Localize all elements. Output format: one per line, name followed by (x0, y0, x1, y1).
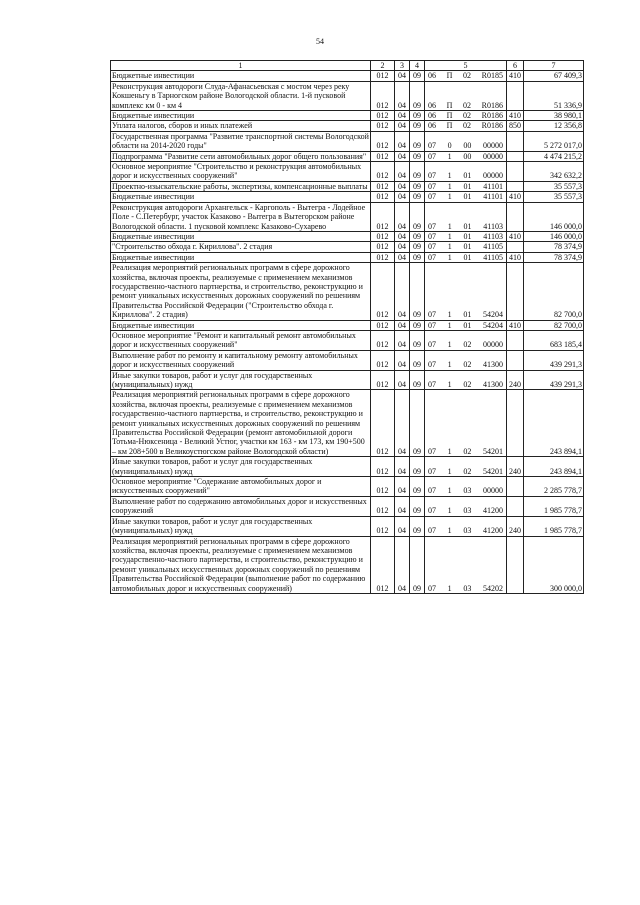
table-row (111, 477, 584, 497)
expense-type-cell: 410 (507, 320, 524, 330)
ministry-code-cell: 012 (371, 516, 395, 536)
amount-cell: 78 374,9 (524, 242, 584, 252)
program-code: 07 (428, 221, 436, 231)
amount-cell: 439 291,3 (524, 350, 584, 370)
event-code: 02 (463, 100, 472, 110)
ministry-code-cell: 012 (371, 71, 395, 81)
subsection-code-cell: 09 (410, 192, 425, 202)
target-article-cell (425, 252, 507, 262)
subsection-code-cell: 09 (410, 162, 425, 182)
expense-type-cell (507, 477, 524, 497)
description-cell: "Строительство обхода г. Кириллова". 2 стадия (111, 242, 371, 252)
description-cell: Реализация мероприятий региональных программ в сфере дорожного хозяйства, включая проекты, реализуемые с применением механизмов государственно-частного партнерства, и строительство, реконструкцию и ремонт уникальных искусственных дорожных сооружений по решениям Правительства Российской Федерации ("Строительство обхода г. Кириллова". 2 стадия) (111, 263, 371, 320)
target-article-cell (425, 496, 507, 516)
expense-type-cell (507, 202, 524, 231)
ministry-code-cell: 012 (371, 496, 395, 516)
table-row (111, 181, 584, 191)
ministry-code-cell: 012 (371, 330, 395, 350)
table-row (111, 516, 584, 536)
program-code: 07 (428, 340, 436, 350)
subsection-code-cell: 09 (410, 81, 425, 110)
subprogram-code: 1 (447, 151, 452, 161)
target-article-cell (425, 263, 507, 320)
target-article-cell (425, 71, 507, 81)
target-article-cell (425, 111, 507, 121)
amount-cell: 82 700,0 (524, 320, 584, 330)
program-code: 07 (428, 506, 436, 516)
event-code: 02 (463, 466, 472, 476)
ministry-code-cell: 012 (371, 162, 395, 182)
ministry-code-cell: 012 (371, 252, 395, 262)
subprogram-code: 0 (447, 141, 452, 151)
target-article-cell (425, 350, 507, 370)
expense-type-cell: 410 (507, 252, 524, 262)
event-code: 01 (463, 231, 472, 241)
budget-table (110, 60, 584, 594)
subprogram-code: 1 (447, 486, 452, 496)
ministry-code-cell: 012 (371, 350, 395, 370)
subprogram-code: 1 (447, 526, 452, 536)
section-code-cell: 04 (395, 162, 410, 182)
amount-cell: 51 336,9 (524, 81, 584, 110)
table-row (111, 162, 584, 182)
ministry-code-cell: 012 (371, 192, 395, 202)
subsection-code-cell: 09 (410, 131, 425, 151)
section-code-cell: 04 (395, 242, 410, 252)
expense-type-cell (507, 350, 524, 370)
table-row (111, 320, 584, 330)
section-code-cell: 04 (395, 496, 410, 516)
amount-cell: 1 985 778,7 (524, 516, 584, 536)
expense-type-cell: 240 (507, 370, 524, 390)
ministry-code-cell: 012 (371, 457, 395, 477)
section-code-cell: 04 (395, 71, 410, 81)
program-code: 07 (428, 526, 436, 536)
subprogram-code: 1 (447, 380, 452, 389)
section-code-cell: 04 (395, 111, 410, 121)
section-code-cell: 04 (395, 516, 410, 536)
subprogram-code: 1 (447, 466, 452, 476)
amount-cell: 38 980,1 (524, 111, 584, 121)
direction-code: 00000 (482, 151, 503, 161)
subprogram-code: 1 (447, 446, 452, 456)
subprogram-code: 1 (447, 242, 452, 252)
event-code: 03 (463, 486, 472, 496)
table-row (111, 151, 584, 161)
table-row (111, 496, 584, 516)
subsection-code-cell: 09 (410, 242, 425, 252)
amount-cell: 82 700,0 (524, 263, 584, 320)
section-code-cell: 04 (395, 231, 410, 241)
expense-type-cell: 410 (507, 192, 524, 202)
table-row (111, 390, 584, 457)
subprogram-code: 1 (447, 231, 452, 241)
description-cell: Подпрограмма "Развитие сети автомобильных дорог общего пользования" (111, 151, 371, 161)
header-row (111, 61, 584, 71)
program-code: 06 (428, 121, 436, 131)
ministry-code-cell: 012 (371, 202, 395, 231)
amount-cell: 439 291,3 (524, 370, 584, 390)
subprogram-code: 1 (447, 171, 452, 181)
expense-type-cell: 410 (507, 111, 524, 121)
ministry-code-cell: 012 (371, 320, 395, 330)
amount-cell: 243 894,1 (524, 457, 584, 477)
direction-code: 54201 (482, 446, 503, 456)
amount-cell: 12 356,8 (524, 121, 584, 131)
expense-type-cell: 410 (507, 231, 524, 241)
subprogram-code: 1 (447, 310, 452, 320)
program-code: 07 (428, 380, 436, 389)
direction-code: 00000 (482, 486, 503, 496)
direction-code: 54201 (482, 466, 503, 476)
ministry-code-cell: 012 (371, 263, 395, 320)
description-cell: Государственная программа "Развитие транспортной системы Вологодской области на 2014-2020 годы" (112, 131, 369, 151)
event-code: 01 (463, 310, 472, 320)
amount-cell: 4 474 215,2 (524, 151, 584, 161)
subsection-code-cell: 09 (410, 252, 425, 262)
expense-type-cell (507, 181, 524, 191)
amount-cell: 5 272 017,0 (524, 131, 584, 151)
amount-cell: 1 985 778,7 (524, 496, 584, 516)
target-article-cell (425, 370, 507, 390)
event-code: 01 (463, 181, 472, 191)
table-row (111, 330, 584, 350)
ministry-code-cell: 012 (371, 81, 395, 110)
target-article-cell (425, 242, 507, 252)
program-code: 07 (428, 583, 436, 593)
subsection-code-cell: 09 (410, 71, 425, 81)
table-row (111, 192, 584, 202)
expense-type-cell (507, 390, 524, 457)
program-code: 07 (428, 252, 436, 262)
description-cell: Бюджетные инвестиции (111, 71, 371, 81)
direction-code: 41103 (483, 221, 503, 231)
description-cell: Основное мероприятие "Ремонт и капитальный ремонт автомобильных дорог и искусственных сооружений" (111, 330, 371, 350)
subprogram-code: 1 (447, 181, 452, 191)
table-row (111, 252, 584, 262)
ministry-code-cell: 012 (371, 370, 395, 390)
amount-cell: 35 557,3 (524, 181, 584, 191)
direction-code: 41103 (483, 231, 503, 241)
program-code: 07 (428, 242, 436, 252)
event-code: 03 (463, 506, 472, 516)
event-code: 01 (463, 221, 472, 231)
target-article-cell (425, 477, 507, 497)
description-cell: Бюджетные инвестиции (111, 192, 371, 202)
event-code: 03 (463, 526, 472, 536)
section-code-cell: 04 (395, 536, 410, 593)
program-code: 06 (428, 71, 436, 81)
expense-type-cell: 410 (507, 71, 524, 81)
subsection-code-cell: 09 (410, 457, 425, 477)
subsection-code-cell: 09 (410, 536, 425, 593)
event-code: 02 (463, 71, 472, 81)
program-code: 07 (428, 486, 436, 496)
event-code: 02 (463, 380, 472, 389)
expense-type-cell (507, 330, 524, 350)
expense-type-cell: 240 (507, 516, 524, 536)
event-code: 03 (463, 583, 472, 593)
direction-code: 41200 (482, 506, 503, 516)
expense-type-cell (507, 131, 524, 151)
description-cell: Бюджетные инвестиции (111, 252, 371, 262)
program-code: 06 (428, 111, 436, 121)
direction-code: 54202 (482, 583, 503, 593)
event-code: 02 (463, 340, 472, 350)
amount-cell: 78 374,9 (524, 252, 584, 262)
table-row (111, 242, 584, 252)
direction-code: R0186 (481, 111, 503, 121)
program-code: 07 (428, 446, 436, 456)
description-cell: Реконструкция автодороги Слуда-Афанасьевская с мостом через реку Кокшеньгу в Тарногском районе Вологодской области. 1-й пусковой комплекс км 0 - км 4 (111, 81, 371, 110)
program-code: 07 (428, 320, 436, 330)
description-cell: Иные закупки товаров, работ и услуг для государственных (муниципальных) нужд (111, 457, 371, 477)
column-header: 3 (395, 61, 410, 71)
event-code: 00 (463, 141, 472, 151)
description-cell: Основное мероприятие "Строительство и реконструкция автомобильных дорог и искусственных сооружений" (111, 162, 371, 182)
expense-type-cell (507, 263, 524, 320)
target-article-cell (425, 131, 507, 151)
subsection-code-cell: 09 (410, 320, 425, 330)
table-row (111, 121, 584, 131)
event-code: 01 (463, 171, 472, 181)
section-code-cell: 04 (395, 131, 410, 151)
section-code-cell: 04 (395, 457, 410, 477)
description-cell: Бюджетные инвестиции (111, 111, 371, 121)
table-row (111, 71, 584, 81)
ministry-code-cell: 012 (371, 121, 395, 131)
table-row (111, 350, 584, 370)
amount-cell: 146 000,0 (524, 202, 584, 231)
direction-code: 00000 (482, 171, 503, 181)
section-code-cell: 04 (395, 330, 410, 350)
amount-cell: 2 285 778,7 (524, 477, 584, 497)
amount-cell: 243 894,1 (524, 390, 584, 457)
target-article-cell (425, 162, 507, 182)
column-header: 6 (507, 61, 524, 71)
table-row (111, 81, 584, 110)
direction-code: R0186 (481, 100, 503, 110)
subsection-code-cell: 09 (410, 330, 425, 350)
subprogram-code: 1 (447, 320, 452, 330)
direction-code: R0186 (481, 121, 503, 131)
section-code-cell: 04 (395, 192, 410, 202)
description-cell: Иные закупки товаров, работ и услуг для государственных (муниципальных) нужд (111, 516, 371, 536)
direction-code: 41200 (482, 526, 503, 536)
table-row (111, 457, 584, 477)
subsection-code-cell: 09 (410, 181, 425, 191)
description-cell: Основное мероприятие "Содержание автомобильных дорог и искусственных сооружений" (111, 477, 371, 497)
section-code-cell: 04 (395, 81, 410, 110)
description-cell: Выполнение работ по ремонту и капитальному ремонту автомобильных дорог и искусственных сооружений (111, 350, 371, 370)
section-code-cell: 04 (395, 390, 410, 457)
expense-type-cell: 240 (507, 457, 524, 477)
column-header: 7 (524, 61, 584, 71)
description-cell: Бюджетные инвестиции (111, 231, 371, 241)
event-code: 01 (463, 242, 472, 252)
direction-code: 41105 (483, 252, 503, 262)
target-article-cell (425, 121, 507, 131)
section-code-cell: 04 (395, 320, 410, 330)
expense-type-cell (507, 151, 524, 161)
target-article-cell (425, 192, 507, 202)
target-article-cell (425, 202, 507, 231)
direction-code: 41101 (483, 181, 503, 191)
target-article-cell (425, 457, 507, 477)
direction-code: R0185 (481, 71, 503, 81)
target-article-cell (425, 181, 507, 191)
section-code-cell: 04 (395, 252, 410, 262)
ministry-code-cell: 012 (371, 477, 395, 497)
subprogram-code: 1 (447, 221, 452, 231)
target-article-cell (425, 151, 507, 161)
subsection-code-cell: 09 (410, 202, 425, 231)
description-cell: Реализация мероприятий региональных программ в сфере дорожного хозяйства, включая проекты, реализуемые с применением механизмов государственно-частного партнерства, и строительство, реконструкцию и ремонт уникальных искусственных дорожных сооружений по решениям Правительства Российской Федерации (ремонт автомобильной дороги Тотьма-Нюксеница - Великий Устюг, участки км 163 - км 173, км 190+500 – км 208+500 в Великоустюгском районе Вологодской области) (111, 390, 371, 457)
table-row (111, 370, 584, 390)
subsection-code-cell: 09 (410, 496, 425, 516)
amount-cell: 300 000,0 (524, 536, 584, 593)
direction-code: 41105 (483, 242, 503, 252)
program-code: 06 (428, 100, 436, 110)
column-header: 1 (111, 61, 371, 71)
subprogram-code: 1 (447, 252, 452, 262)
subsection-code-cell: 09 (410, 263, 425, 320)
amount-cell: 342 632,2 (524, 162, 584, 182)
ministry-code-cell: 012 (371, 151, 395, 161)
target-article-cell (425, 320, 507, 330)
program-code: 07 (428, 360, 436, 370)
section-code-cell: 04 (395, 350, 410, 370)
table-row (111, 231, 584, 241)
table-row (111, 536, 584, 593)
target-article-cell (425, 330, 507, 350)
ministry-code-cell: 012 (371, 390, 395, 457)
section-code-cell: 04 (395, 121, 410, 131)
ministry-code-cell: 012 (371, 131, 395, 151)
program-code: 07 (428, 171, 436, 181)
description-cell: Уплата налогов, сборов и иных платежей (111, 121, 371, 131)
subsection-code-cell: 09 (410, 111, 425, 121)
description-cell: Выполнение работ по содержанию автомобильных дорог и искусственных сооружений (111, 496, 371, 516)
expense-type-cell: 850 (507, 121, 524, 131)
subsection-code-cell: 09 (410, 350, 425, 370)
target-article-cell (425, 536, 507, 593)
subprogram-code: 1 (447, 360, 452, 370)
direction-code: 41300 (482, 380, 503, 389)
amount-cell: 67 409,3 (524, 71, 584, 81)
target-article-cell (425, 231, 507, 241)
column-header: 4 (410, 61, 425, 71)
program-code: 07 (428, 181, 436, 191)
ministry-code-cell: 012 (371, 181, 395, 191)
expense-type-cell (507, 496, 524, 516)
section-code-cell: 04 (395, 151, 410, 161)
amount-cell: 683 185,4 (524, 330, 584, 350)
amount-cell: 146 000,0 (524, 231, 584, 241)
description-cell: Реализация мероприятий региональных программ в сфере дорожного хозяйства, включая проекты, реализуемые с применением механизмов государственно-частного партнерства, и строительство, реконструкцию и ремонт уникальных искусственных дорожных сооружений по решениям Правительства Российской Федерации (выполнение работ по содержанию автомобильных дорог и искусственных сооружений) (111, 536, 371, 593)
column-header: 2 (371, 61, 395, 71)
description-cell: Реконструкция автодороги Архангельск - Каргополь - Вытегра - Лодейное Поле - С.Петербург, участок Казаково - Вытегра в Вытегорском районе Вологодской области. 1 пусковой комплекс Казаково-Сухарево (111, 202, 371, 231)
subprogram-code: П (446, 100, 453, 110)
subprogram-code: П (446, 121, 453, 131)
expense-type-cell (507, 162, 524, 182)
event-code: 01 (463, 252, 472, 262)
subprogram-code: 1 (447, 340, 452, 350)
column-header: 5 (425, 61, 507, 71)
target-article-cell (425, 81, 507, 110)
section-code-cell: 04 (395, 181, 410, 191)
target-article-cell (425, 390, 507, 457)
section-code-cell: 04 (395, 202, 410, 231)
ministry-code-cell: 012 (371, 536, 395, 593)
event-code: 02 (463, 360, 472, 370)
program-code: 07 (428, 466, 436, 476)
page-number: 54 (316, 37, 324, 46)
subsection-code-cell: 09 (410, 477, 425, 497)
direction-code: 54204 (482, 320, 503, 330)
section-code-cell: 04 (395, 263, 410, 320)
event-code: 00 (463, 151, 472, 161)
event-code: 01 (463, 192, 472, 202)
subsection-code-cell: 09 (410, 231, 425, 241)
direction-code: 41101 (483, 192, 503, 202)
event-code: 01 (463, 320, 472, 330)
table-row (111, 111, 584, 121)
section-code-cell: 04 (395, 477, 410, 497)
event-code: 02 (463, 446, 472, 456)
subprogram-code: П (446, 71, 453, 81)
description-cell: Проектно-изыскательские работы, экспертизы, компенсационные выплаты (111, 181, 371, 191)
table-row (111, 263, 584, 320)
ministry-code-cell: 012 (371, 111, 395, 121)
expense-type-cell (507, 242, 524, 252)
expense-type-cell (507, 536, 524, 593)
description-cell: Иные закупки товаров, работ и услуг для государственных (муниципальных) нужд (111, 370, 371, 390)
subsection-code-cell: 09 (410, 390, 425, 457)
subsection-code-cell: 09 (410, 370, 425, 390)
program-code: 07 (428, 151, 436, 161)
subprogram-code: П (446, 111, 453, 121)
subprogram-code: 1 (447, 192, 452, 202)
event-code: 02 (463, 121, 472, 131)
subsection-code-cell: 09 (410, 516, 425, 536)
direction-code: 41300 (482, 360, 503, 370)
direction-code: 00000 (482, 141, 503, 151)
program-code: 07 (428, 231, 436, 241)
subsection-code-cell: 09 (410, 151, 425, 161)
program-code: 07 (428, 192, 436, 202)
table-row (111, 131, 584, 151)
table-row (111, 202, 584, 231)
direction-code: 54204 (482, 310, 503, 320)
event-code: 02 (463, 111, 472, 121)
amount-cell: 35 557,3 (524, 192, 584, 202)
subsection-code-cell: 09 (410, 121, 425, 131)
expense-type-cell (507, 81, 524, 110)
section-code-cell: 04 (395, 370, 410, 390)
program-code: 07 (428, 310, 436, 320)
description-cell: Бюджетные инвестиции (111, 320, 371, 330)
subprogram-code: 1 (447, 583, 452, 593)
program-code: 07 (428, 141, 436, 151)
ministry-code-cell: 012 (371, 231, 395, 241)
ministry-code-cell: 012 (371, 242, 395, 252)
target-article-cell (425, 516, 507, 536)
subprogram-code: 1 (447, 506, 452, 516)
direction-code: 00000 (482, 340, 503, 350)
